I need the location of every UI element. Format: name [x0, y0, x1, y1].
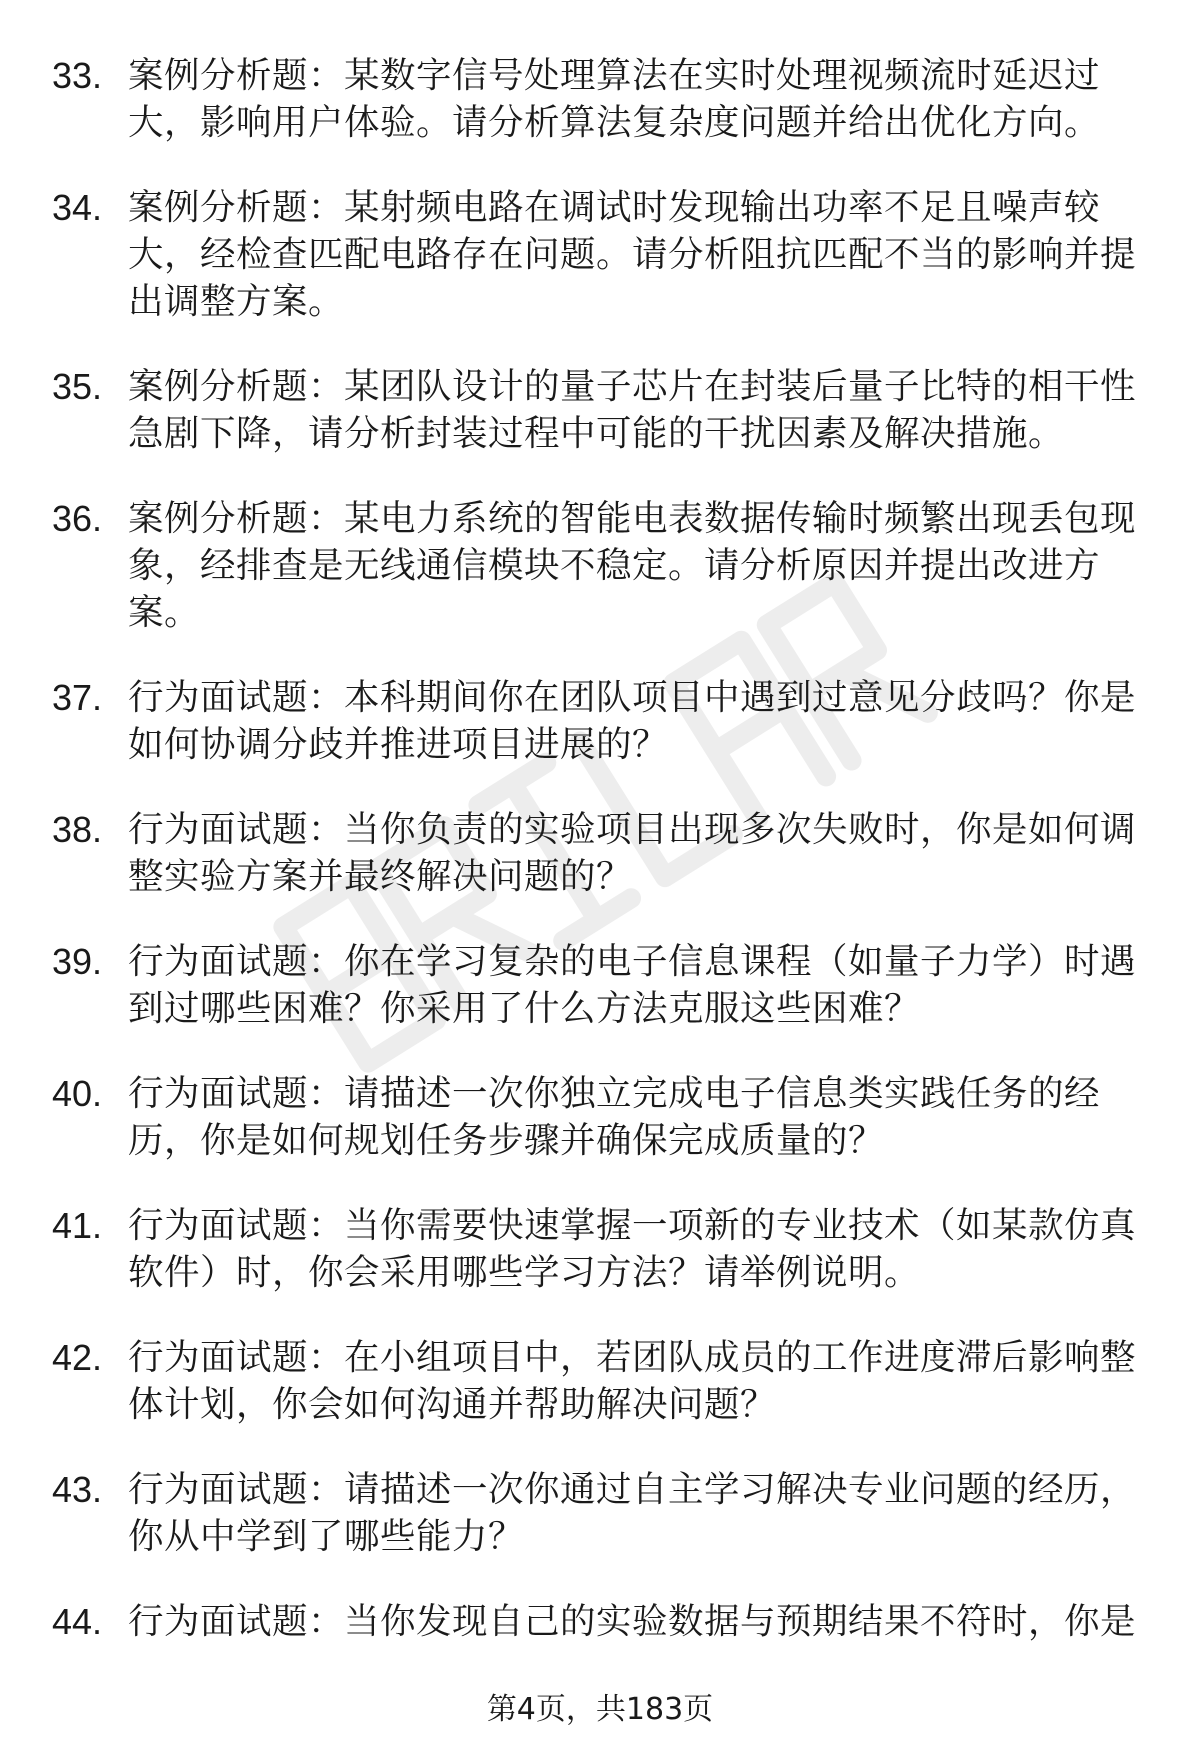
question-item — [0, 674, 1200, 768]
question-item — [0, 363, 1200, 457]
question-item — [0, 938, 1200, 1032]
question-item — [0, 1202, 1200, 1296]
question-text: 行为面试题：当你发现自己的实验数据与预期结果不符时，你是 — [128, 1601, 1137, 1642]
question-item — [0, 52, 1200, 146]
question-number: 41. — [52, 1205, 103, 1246]
page-number-footer: 第4页，共183页 — [486, 1692, 714, 1727]
question-text: 行为面试题：当你需要快速掌握一项新的专业技术（如某款仿真软件）时，你会采用哪些学习方法？请举例说明。 — [128, 1205, 1137, 1293]
question-number: 43. — [52, 1469, 103, 1510]
question-text: 行为面试题：请描述一次你通过自主学习解决专业问题的经历，你从中学到了哪些能力？ — [128, 1469, 1137, 1557]
question-item — [0, 1598, 1200, 1645]
question-item — [0, 1070, 1200, 1164]
question-item — [0, 806, 1200, 900]
question-text: 行为面试题：请描述一次你独立完成电子信息类实践任务的经历，你是如何规划任务步骤并确保完成质量的？ — [128, 1073, 1101, 1161]
question-text: 案例分析题：某团队设计的量子芯片在封装后量子比特的相干性急剧下降，请分析封装过程中可能的干扰因素及解决措施。 — [128, 366, 1137, 454]
question-item — [0, 1334, 1200, 1428]
question-item — [0, 495, 1200, 636]
question-number: 44. — [52, 1601, 103, 1642]
question-text: 案例分析题：某射频电路在调试时发现输出功率不足且噪声较大，经检查匹配电路存在问题。请分析阻抗匹配不当的影响并提出调整方案。 — [128, 187, 1137, 322]
question-text: 行为面试题：在小组项目中，若团队成员的工作进度滞后影响整体计划，你会如何沟通并帮助解决问题？ — [128, 1337, 1137, 1425]
question-text: 行为面试题：当你负责的实验项目出现多次失败时，你是如何调整实验方案并最终解决问题的？ — [128, 809, 1137, 897]
question-number: 33. — [52, 55, 103, 96]
question-number: 34. — [52, 187, 103, 228]
question-item — [0, 184, 1200, 325]
question-text: 案例分析题：某数字信号处理算法在实时处理视频流时延迟过大，影响用户体验。请分析算法复杂度问题并给出优化方向。 — [128, 55, 1101, 143]
question-number: 36. — [52, 498, 103, 539]
question-text: 行为面试题：本科期间你在团队项目中遇到过意见分歧吗？你是如何协调分歧并推进项目进展的？ — [128, 677, 1137, 765]
question-text: 案例分析题：某电力系统的智能电表数据传输时频繁出现丢包现象，经排查是无线通信模块不稳定。请分析原因并提出改进方案。 — [128, 498, 1137, 633]
question-number: 40. — [52, 1073, 103, 1114]
question-number: 38. — [52, 809, 103, 850]
question-number: 35. — [52, 366, 103, 407]
question-number: 37. — [52, 677, 103, 718]
question-number: 42. — [52, 1337, 103, 1378]
question-number: 39. — [52, 941, 103, 982]
question-item — [0, 1466, 1200, 1560]
question-text: 行为面试题：你在学习复杂的电子信息课程（如量子力学）时遇到过哪些困难？你采用了什么方法克服这些困难？ — [128, 941, 1137, 1029]
question-list — [0, 52, 1200, 1683]
